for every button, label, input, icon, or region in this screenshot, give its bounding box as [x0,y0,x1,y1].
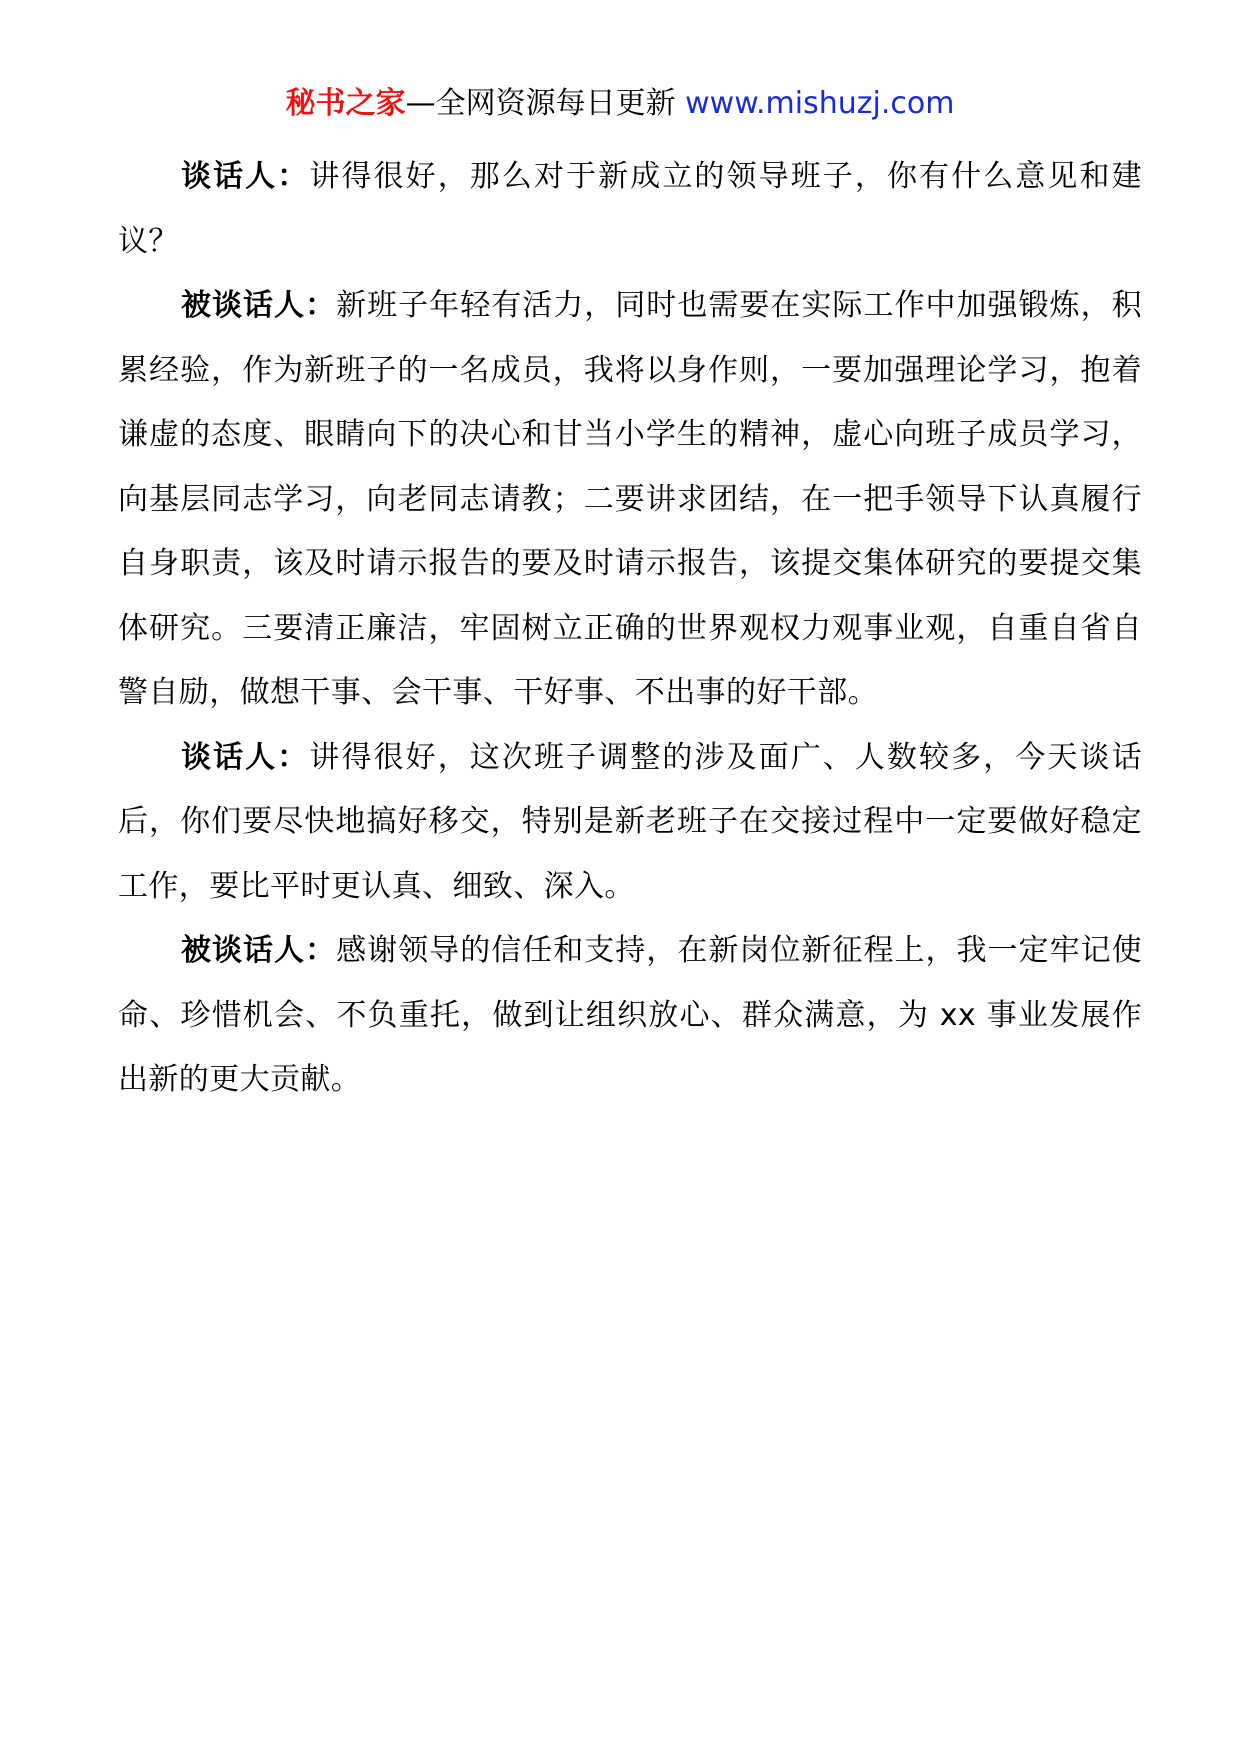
page-header [0,84,1240,124]
speaker-label: 被谈话人： [181,288,337,323]
dialogue-body [118,145,1142,1113]
dialogue-paragraph [118,274,1142,726]
dialogue-paragraph [118,726,1142,920]
dialogue-paragraph [118,145,1142,274]
brand-name: 秘书之家 [285,86,406,121]
paragraph-text: 讲得很好，那么对于新成立的领导班子，你有什么意见和建议？ [118,159,1142,259]
dialogue-paragraph [118,919,1142,1113]
speaker-label: 谈话人： [181,159,310,194]
header-tagline: —全网资源每日更新 [405,86,676,121]
paragraph-text: 新班子年轻有活力，同时也需要在实际工作中加强锻炼，积累经验，作为新班子的一名成员，我将以身作则，一要加强理论学习，抱着谦虚的态度、眼睛向下的决心和甘当小学生的精神，虚心向班子成员学习，向基层同志学习，向老同志请教；二要讲求团结，在一把手领导下认真履行自身职责，该及时请示报告的要及时请示报告，该提交集体研究的要提交集体研究。三要清正廉洁，牢固树立正确的世界观权力观事业观，自重自省自警自励，做想干事、会干事、干好事、不出事的好干部。 [118,288,1143,710]
paragraph-text: 感谢领导的信任和支持，在新岗位新征程上，我一定牢记使命、珍惜机会、不负重托，做到让组织放心、群众满意，为 xx 事业发展作出新的更大贡献。 [118,933,1143,1097]
speaker-label: 被谈话人： [181,933,337,968]
speaker-label: 谈话人： [181,739,310,775]
paragraph-text: 讲得很好，这次班子调整的涉及面广、人数较多，今天谈话后，你们要尽快地搞好移交，特别是新老班子在交接过程中一定要做好稳定工作，要比平时更认真、细致、深入。 [118,739,1142,904]
website-link[interactable]: www.mishuzj.com [685,86,955,121]
